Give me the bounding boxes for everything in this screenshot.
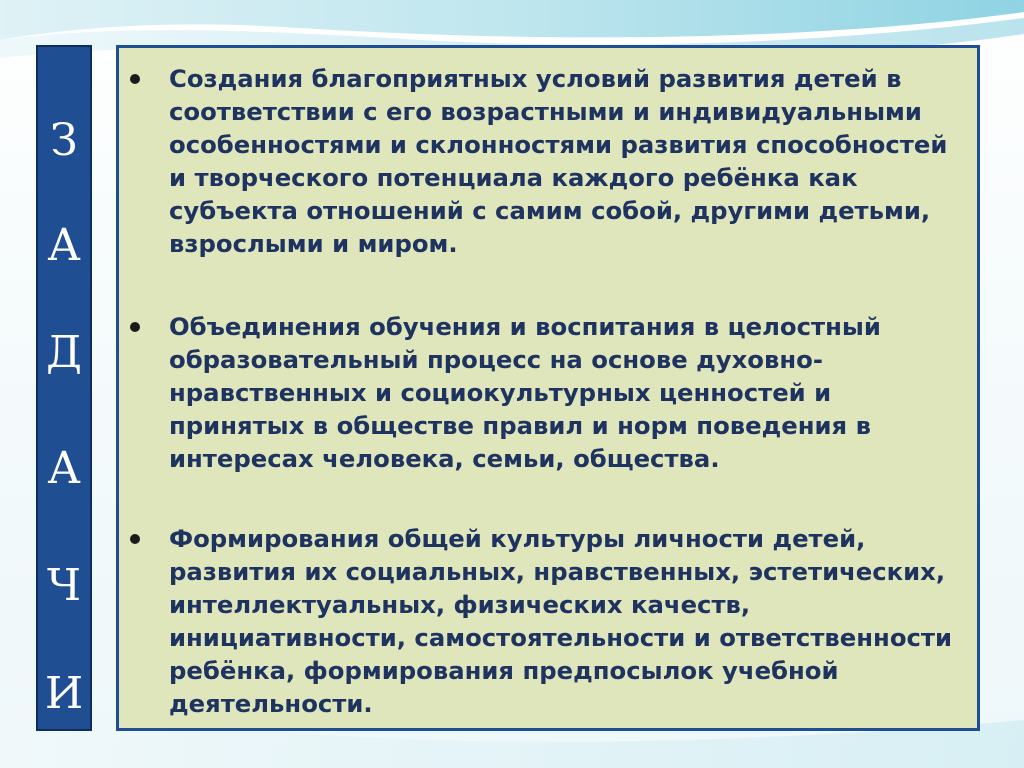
bullet-icon (130, 322, 140, 332)
title-letter: И (44, 668, 84, 719)
task-text: Создания благоприятных условий развития детей в соответствии с его возрастными и индивидуальными особенностями и склонностями развития способностей и творческого потенциала каждого ребёнка как субъекта отношений с самим собой, другими детьми, взрослыми и миром. (169, 64, 948, 258)
title-letter: А (47, 443, 81, 494)
bullet-icon (130, 74, 140, 84)
title-letter: З (50, 115, 78, 166)
title-letter: Ч (46, 560, 81, 611)
title-letter: А (47, 220, 81, 271)
vertical-title-panel (36, 45, 92, 731)
tasks-content-box (116, 45, 980, 731)
bullet-icon (130, 534, 140, 544)
task-text: Объединения обучения и воспитания в целостный образовательный процесс на основе духовно-нравственных и социокультурных ценностей и принятых в обществе правил и норм поведения в интересах человека, семьи, общества. (169, 312, 881, 473)
title-letter: Д (46, 327, 82, 378)
task-text: Формирования общей культуры личности детей, развития их социальных, нравственных, эстетических, интеллектуальных, физических качеств, инициативности, самостоятельности и ответственности ребёнка, формирования предпосылок учебной деятельности. (169, 524, 953, 718)
